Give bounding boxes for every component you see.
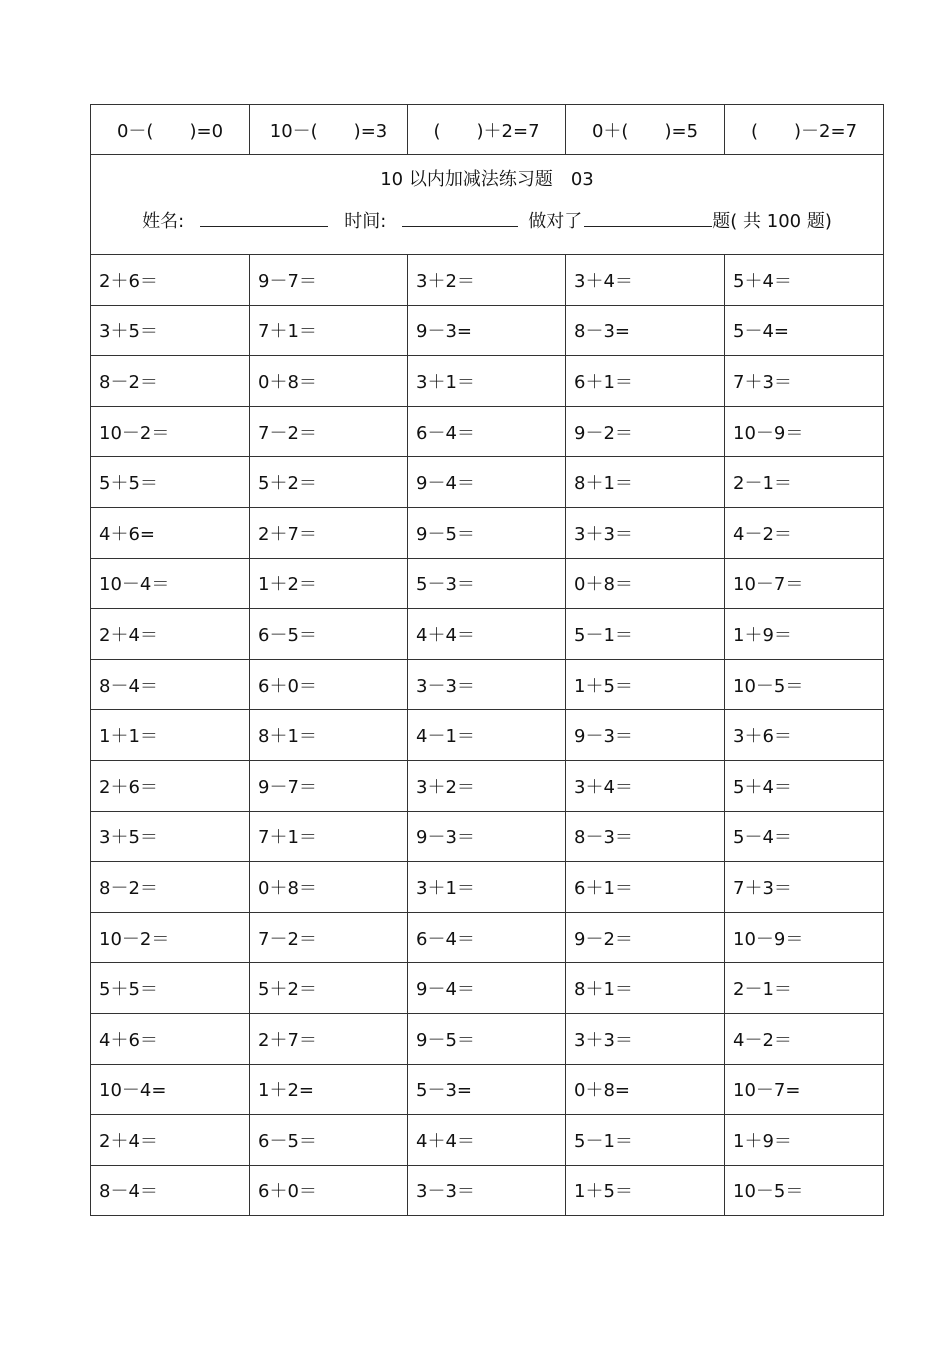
problem-cell: 3＋5＝ [91,811,250,862]
student-info-line [91,208,883,234]
problem-cell: 1＋5＝ [566,1165,725,1216]
problem-cell: 0＋8＝ [250,356,408,407]
problem-cell: 8－4＝ [91,1165,250,1216]
fill-blank-problem: 0－( )=0 [91,105,250,155]
problem-cell: 2－1＝ [725,963,884,1014]
problem-cell: 3＋2＝ [408,255,566,306]
problem-cell: 0＋8＝ [566,558,725,609]
problem-cell: 10－7= [725,1064,884,1115]
problem-cell: 3＋1＝ [408,356,566,407]
problem-cell: 4－2＝ [725,1013,884,1064]
worksheet-title: 10 以内加减法练习题 03 [380,169,594,190]
problem-cell: 9－5＝ [408,1013,566,1064]
problem-cell: 10－2＝ [91,912,250,963]
problem-row [91,963,884,1014]
problem-cell: 3－3＝ [408,659,566,710]
worksheet-header-row [91,155,884,255]
problem-cell: 5－1＝ [566,609,725,660]
problem-cell: 6－4＝ [408,406,566,457]
problem-cell: 3＋4＝ [566,760,725,811]
problem-row [91,1064,884,1115]
problem-cell: 7－2＝ [250,912,408,963]
name-label: 姓名: [142,211,185,232]
problem-cell: 2＋6＝ [91,760,250,811]
problem-cell: 6－5＝ [250,609,408,660]
problem-cell: 1＋2= [250,1064,408,1115]
problem-cell: 8－2＝ [91,356,250,407]
problem-cell: 9－4＝ [408,963,566,1014]
problem-cell: 1＋2＝ [250,558,408,609]
problem-cell: 2＋6＝ [91,255,250,306]
worksheet-header [91,155,884,255]
problem-cell: 5－4＝ [725,811,884,862]
problem-cell: 5＋4＝ [725,255,884,306]
problem-cell: 3＋5＝ [91,305,250,356]
problem-cell: 6＋1＝ [566,356,725,407]
problem-row [91,609,884,660]
problem-cell: 6－5＝ [250,1115,408,1166]
problem-cell: 8－3= [566,305,725,356]
problem-cell: 2＋4＝ [91,609,250,660]
problem-cell: 5－4= [725,305,884,356]
correct-label: 做对了 [528,211,583,232]
fill-blank-row [91,105,884,155]
problem-cell: 9－7＝ [250,255,408,306]
problem-cell: 8＋1＝ [566,963,725,1014]
problem-cell: 6－4＝ [408,912,566,963]
problem-cell: 7＋3＝ [725,862,884,913]
problem-cell: 8－3＝ [566,811,725,862]
problem-row [91,710,884,761]
problem-cell: 5＋5＝ [91,963,250,1014]
problem-cell: 4＋6＝ [91,1013,250,1064]
fill-blank-problem: ( )－2=7 [725,105,884,155]
problem-cell: 9－7＝ [250,760,408,811]
problem-cell: 3＋2＝ [408,760,566,811]
problem-row [91,811,884,862]
problem-cell: 10－9＝ [725,912,884,963]
problem-row [91,255,884,306]
problem-cell: 3＋4＝ [566,255,725,306]
problem-cell: 2＋4＝ [91,1115,250,1166]
problem-cell: 7＋1＝ [250,811,408,862]
time-blank[interactable] [402,208,518,227]
problem-cell: 0＋8= [566,1064,725,1115]
problem-cell: 9－2＝ [566,406,725,457]
problem-cell: 2＋7＝ [250,1013,408,1064]
problem-cell: 10－4＝ [91,558,250,609]
problem-cell: 9－2＝ [566,912,725,963]
problem-cell: 5＋5＝ [91,457,250,508]
problem-cell: 9－3＝ [566,710,725,761]
problem-cell: 10－9＝ [725,406,884,457]
problem-cell: 3＋1＝ [408,862,566,913]
problem-row [91,760,884,811]
problem-cell: 8＋1＝ [566,457,725,508]
problem-cell: 7－2＝ [250,406,408,457]
worksheet-table [90,104,884,1216]
problem-cell: 7＋1＝ [250,305,408,356]
problem-row [91,1165,884,1216]
problem-row [91,356,884,407]
problem-cell: 8－2＝ [91,862,250,913]
problem-row [91,305,884,356]
problem-cell: 4－1＝ [408,710,566,761]
problem-row [91,406,884,457]
problem-cell: 2＋7＝ [250,507,408,558]
problem-row [91,558,884,609]
problem-cell: 8＋1＝ [250,710,408,761]
problem-cell: 3－3＝ [408,1165,566,1216]
problem-cell: 7＋3＝ [725,356,884,407]
time-label: 时间: [344,211,387,232]
problem-cell: 1＋9＝ [725,609,884,660]
problem-cell: 4＋4＝ [408,1115,566,1166]
problem-cell: 9－4＝ [408,457,566,508]
problem-cell: 2－1＝ [725,457,884,508]
problem-cell: 5－3= [408,1064,566,1115]
problem-cell: 0＋8＝ [250,862,408,913]
problem-cell: 9－3＝ [408,811,566,862]
problem-cell: 1＋5＝ [566,659,725,710]
problem-cell: 9－5＝ [408,507,566,558]
problem-row [91,1115,884,1166]
problem-cell: 10－5＝ [725,659,884,710]
problem-cell: 10－4= [91,1064,250,1115]
problem-row [91,457,884,508]
total-label: 题( 共 100 题) [712,211,832,232]
problem-cell: 5＋2＝ [250,963,408,1014]
problem-cell: 8－4＝ [91,659,250,710]
problem-cell: 10－7＝ [725,558,884,609]
problem-cell: 6＋0＝ [250,1165,408,1216]
problem-row [91,912,884,963]
problem-row [91,507,884,558]
problem-cell: 5－3＝ [408,558,566,609]
problem-cell: 5－1＝ [566,1115,725,1166]
problem-cell: 9－3= [408,305,566,356]
problem-cell: 3＋6＝ [725,710,884,761]
name-blank[interactable] [200,208,328,227]
problem-row [91,659,884,710]
problem-row [91,862,884,913]
problem-cell: 10－2＝ [91,406,250,457]
problem-cell: 5＋4＝ [725,760,884,811]
fill-blank-problem: 0＋( )=5 [566,105,725,155]
problem-row [91,1013,884,1064]
problem-cell: 1＋1＝ [91,710,250,761]
fill-blank-problem: ( )＋2=7 [408,105,566,155]
problem-cell: 10－5＝ [725,1165,884,1216]
problem-cell: 3＋3＝ [566,1013,725,1064]
problem-cell: 4＋6= [91,507,250,558]
problem-cell: 1＋9＝ [725,1115,884,1166]
problem-cell: 3＋3＝ [566,507,725,558]
problem-cell: 5＋2＝ [250,457,408,508]
problem-cell: 6＋0＝ [250,659,408,710]
problem-cell: 6＋1＝ [566,862,725,913]
fill-blank-problem: 10－( )=3 [250,105,408,155]
problem-cell: 4＋4＝ [408,609,566,660]
correct-count-blank[interactable] [584,208,712,227]
problem-cell: 4－2＝ [725,507,884,558]
